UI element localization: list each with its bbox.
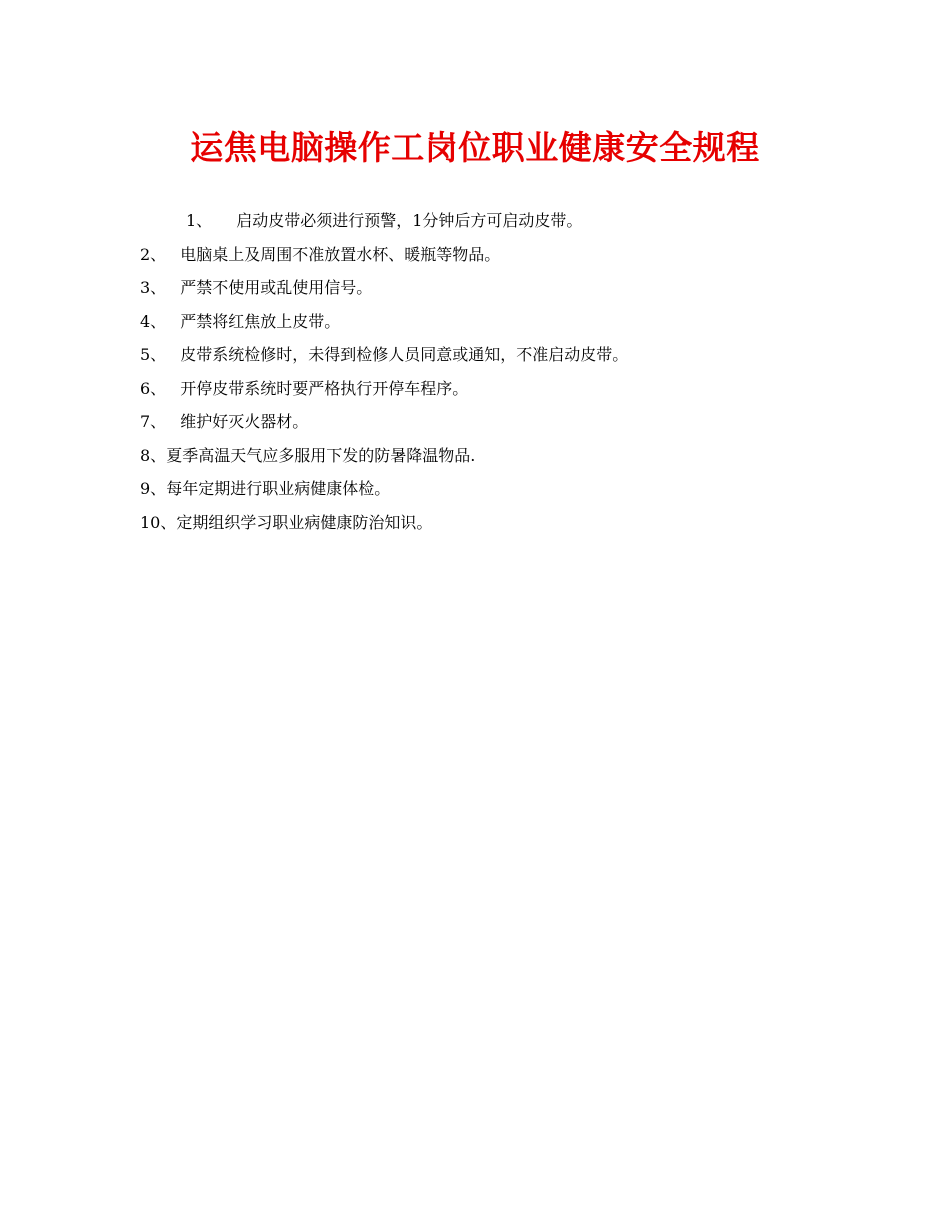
rule-number: 8、 [140, 445, 167, 465]
rule-number: 4、 [140, 311, 167, 331]
rule-item [140, 472, 860, 506]
rule-number: 7、 [140, 412, 167, 431]
rule-number: 3、 [140, 278, 167, 297]
rules-list [140, 204, 860, 539]
rule-text: 夏季高温天气应多服用下发的防暑降温物品. [166, 445, 476, 465]
rule-item [140, 439, 860, 473]
rule-text: 开停皮带系统时要严格执行开停车程序。 [180, 378, 469, 398]
rule-number: 1、 [186, 211, 213, 230]
rule-text: 皮带系统检修时，未得到检修人员同意或通知，不准启动皮带。 [180, 345, 629, 364]
rule-item [140, 372, 860, 406]
rule-item [140, 405, 860, 439]
rule-item [140, 305, 860, 339]
rule-text: 定期组织学习职业病健康防治知识。 [176, 512, 433, 532]
rule-text: 电脑桌上及周围不准放置水杯、暖瓶等物品。 [180, 244, 501, 264]
rule-number: 2、 [140, 244, 167, 264]
rule-item [140, 204, 860, 238]
rule-number: 9、 [140, 479, 167, 498]
rule-number: 6、 [140, 378, 167, 398]
rule-number: 5、 [140, 345, 167, 364]
rule-item [140, 506, 860, 540]
rule-number: 10、 [140, 512, 177, 532]
document-title: 运焦电脑操作工岗位职业健康安全规程 [190, 128, 760, 167]
rule-text: 严禁不使用或乱使用信号。 [180, 278, 373, 297]
rule-item [140, 338, 860, 372]
rule-text: 维护好灭火器材。 [180, 412, 309, 431]
rule-text: 严禁将红焦放上皮带。 [180, 311, 341, 331]
rule-item [140, 271, 860, 305]
rule-text: 每年定期进行职业病健康体检。 [166, 479, 391, 498]
rule-item [140, 238, 860, 272]
rule-text: 启动皮带必须进行预警，1分钟后方可启动皮带。 [236, 211, 583, 230]
